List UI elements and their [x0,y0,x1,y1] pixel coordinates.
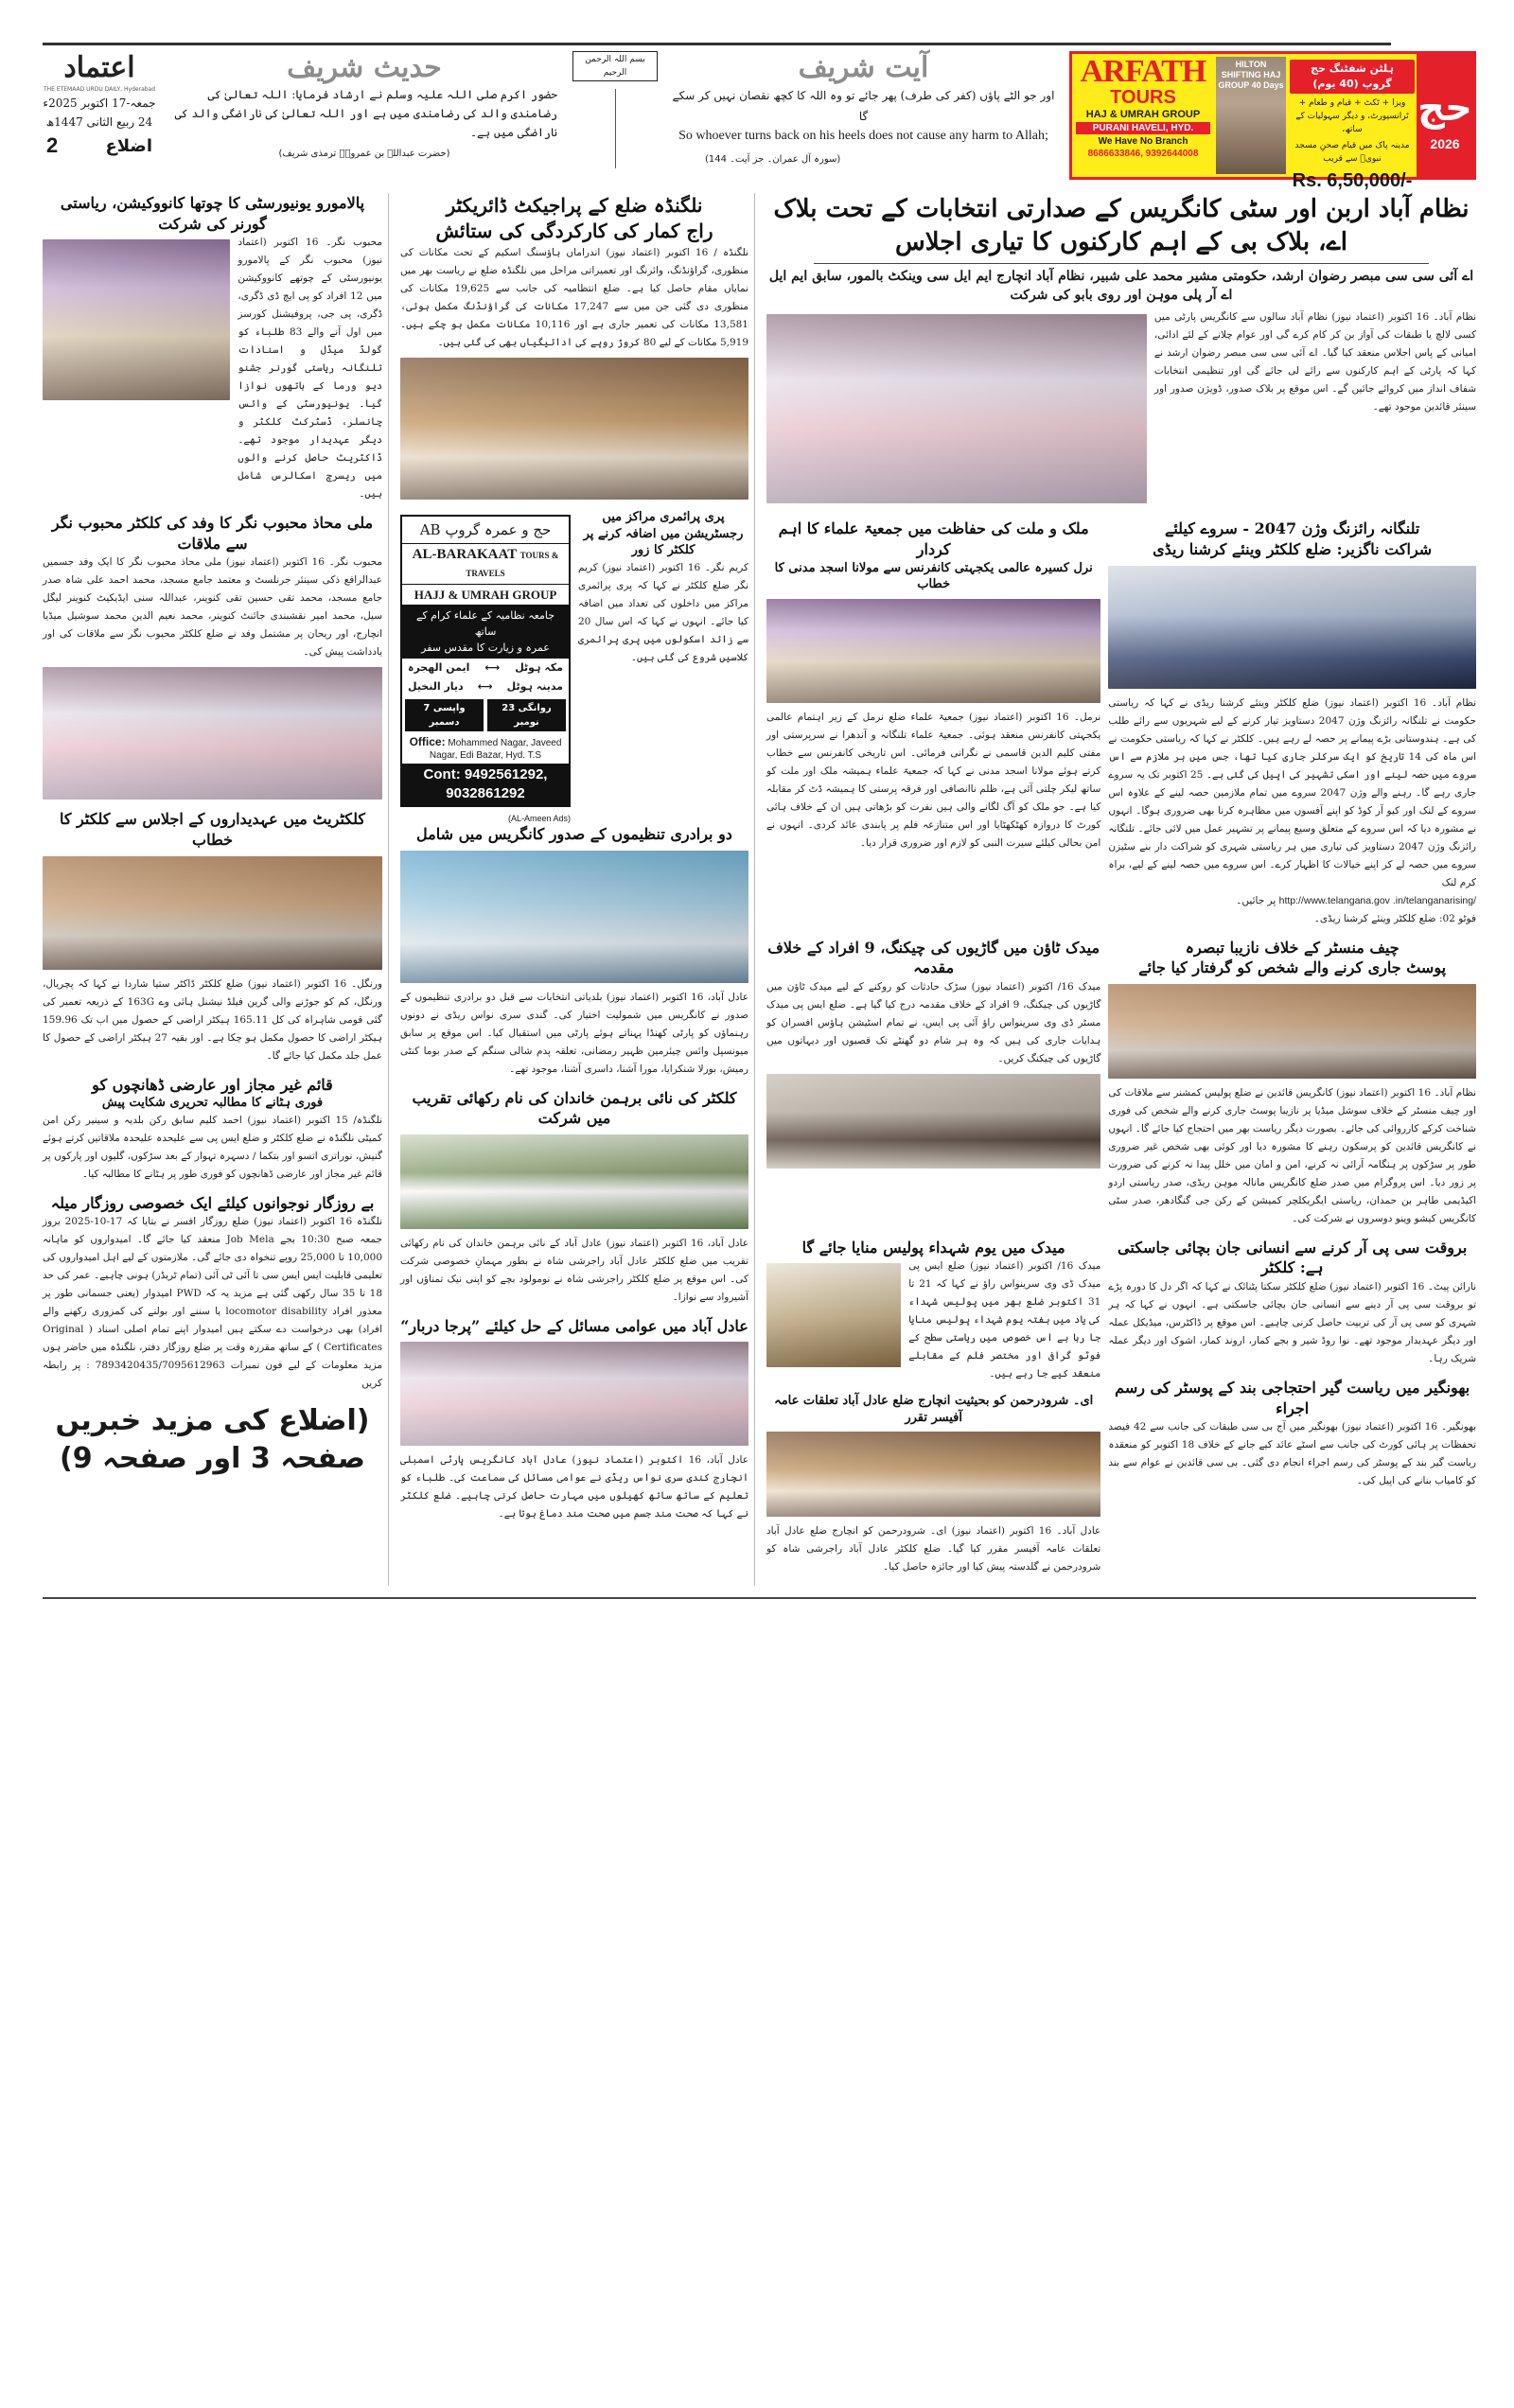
ad-tours: TOURS [1110,87,1176,108]
lead-headline[interactable]: نظام آباد اربن اور سٹی کانگریس کے صدارتی انتخابات کے تحت بلاک اے، بلاک بی کے اہم کارکنوں کا تیاری اجلاس [773,195,1470,257]
story-naming-ceremony [400,1088,748,1307]
return-date: واپسی 7 دسمبر [405,699,484,731]
ad-phones: 8686633846, 9392644008 [1087,149,1199,159]
ad-urdu-title: ہلٹن شفٹنگ حج گروپ (40 یوم) [1290,60,1415,94]
headline[interactable]: میدک میں یوم شہداء پولیس منایا جائے گا [801,1238,1065,1257]
bismillah-calligraphy: بسم اللہ الرحمن الرحیم [572,51,658,81]
headline[interactable]: قائم غیر مجاز اور عارضی ڈھانچوں کو [92,1075,333,1094]
hadith-box [166,51,563,161]
ad-tagline-2: عمرہ و زیارت کا مقدس سفر [421,642,550,654]
story-body: بھونگیر۔ 16 اکتوبر (اعتماد نیوز) بھونگیر میں آج بی سی طبقات کی جانب سے 42 فیصد تحفظات پر ہائی کورٹ کی جانب سے اسٹے عائد کیے جانے کے خلاف 18 اکتوبر کو منعقدہ ریاست گیر بند کے پوسٹر کی رسم اجراء انجام دی گئی۔ بی سی قائدین نے عوام سے بند کو کامیاب بنانے کی اپیل کی۔ [1108,1421,1476,1487]
darbar-photo [400,1342,748,1446]
felicitation-photo [400,358,748,500]
ad-name [402,543,569,585]
memorandum-photo [1108,984,1476,1079]
logo-block [43,51,156,158]
ad-urdu-line-1: ویزا + ٹکٹ + قیام و طعام + ٹرانسپورٹ، و دیگر سہولیات کے ساتھ، [1295,98,1409,134]
ad-name-small: TOURS & TRAVELS [466,551,559,578]
al-barakaat-ad-wrapper [400,509,571,824]
joining-photo [400,851,748,983]
story-body: میدک 16/ اکتوبر (اعتماد نیوز) سڑک حادثات کو روکنے کے لیے میدک ٹاؤن میں گاڑیوں کی چیکنگ، 9 افراد کے خلاف مقدمہ درج کیا گیا ہے۔ ضلع ایس پی میدک مسٹر ڈی وی سرینواس راؤ آئی پی ایس، نے تمام اسٹیشن ہاؤس افسران کو ہدایات جاری کی ہیں کہ وہ ہر شام دو گھنٹے تک قصبوں اور دیہاتوں میں گاڑیوں کی چیکنگ کریں۔ [766,980,1101,1064]
office-label: Office: [409,735,446,748]
ad-and-story-row [400,509,748,824]
depart-date: روانگی 23 نومبر [487,699,566,731]
contact-1[interactable]: Cont: 9492561292, [423,766,548,782]
headline[interactable]: ملی محاذ محبوب نگر کا وفد کی کلکٹر محبوب نگر سے ملاقات [51,514,374,553]
arrow-icon: ⟷ [484,661,501,674]
conference-photo [766,599,1100,703]
story-body: نرمل۔ 16 اکتوبر (اعتماد نیوز) جمعیۃ علماء ضلع نرمل کے زیر اہتمام عالمی یکجہتی کانفرنس منعقد ہوئی۔ جمعیۃ علماء تلنگانہ و آندھرا نے سرپرستی اور مفتی کلیم الدین قاسمی نے نگرانی فرمائی۔ اس تاریخی کانفرنس سے خطاب کرتے ہوئے مولانا اسجد مدنی نے کہا کہ جمعیۃ علماء ہمیشہ ملک اور ملت کو ساتھ لیکر چلتی آئی ہے، ظلم ناانصافی اور فرقہ پرستی کا ہمیشہ ڈٹ کر مقابلہ کیا ہے۔ جو ملک کو آگ لگانے والی ہیں نفرت کو بڑھاتی ہیں ان کے خلاف ہائی کورٹ کا دروازہ کھٹکھٹایا اور اس متنازعہ فلم پر پابندی عائد کردی۔ انہوں نے امن بحالی کیلئے سیرت النبی کو لازم اور ضروری قرار دیا۔ [766,711,1101,849]
hotel-photo: HILTON SHIFTING HAJ GROUP 40 Days [1216,57,1286,174]
ad-urdu-block [1288,54,1417,191]
ad-credit: (AL-Ameen Ads) [507,814,571,823]
story-milli-mahaz [43,513,382,800]
story-body: نظام آباد۔ 16 اکتوبر (اعتماد نیوز) کانگریس قائدین نے ضلع پولیس کمشنر سے ملاقات کی اور چیف منسٹر کے خلاف سوشل میڈیا پر نازیبا پوسٹ جاری کرنے والے شخص کی فوری شناخت کرکے کارروائی کی جائے۔ بصورت دیگر ریاست بھر میں احتجاج کیا جائے گا۔ انہوں نے کانگریس قائدین کو پرسکون رہنے کا مشورہ دیا اور کوئی بھی شخص غیر ضروری طور پر سڑکوں پر ہنگامہ آرائی نہ کرنے، امن و امان میں خلل پیدا نہ کرنے کی ضرورت پر زور دیا۔ اس پروگرام میں صدر ضلع کانگریس مانالہ موہن ریڈی، صدر ریاستی اردو اکیڈیمی طاہر بن حمدان، ریاستی ایگریکلچر کمیشن کے رکن جی گنگادھر، صدر سٹی کانگریس کیشو وینو دوسروں نے شرکت کی۔ [1108,1086,1476,1224]
ayat-reference: (سورہ آل عمران۔ جز آیت۔ 144) [705,154,841,165]
story-pro-appointment [766,1393,1100,1576]
headline[interactable]: عادل آباد میں عوامی مسائل کے حل کیلئے ”پرجا دربار“ [400,1316,748,1335]
bottom-right-col [1108,1238,1476,1587]
hadith-title: حدیث شریف [287,51,442,84]
story-jamiat-ulama [766,519,1100,927]
ad-logo: حج و عمرہ گروپ AB [419,521,552,538]
headline[interactable]: کلکٹریٹ میں عہدیداروں کے اجلاس سے کلکٹر کا خطاب [59,810,366,849]
headline[interactable]: بروقت سی پی آر کرنے سے انسانی جان بچائی جاسکتی ہے: کلکٹر [1118,1238,1468,1277]
story-body: نلگنڈہ / 16 اکتوبر (اعتماد نیوز) اندراماں ہاؤسنگ اسکیم کے تحت مکانات کی منظوری، گراؤنڈنگ، وائرنگ اور تعمیراتی مراحل میں نلگنڈہ ضلع نے ریاست بھر میں نمایاں مقام حاصل کیا ہے۔ ضلع انتظامیہ کی جانب سے 19,625 مکانات کی منظوری دی گئی جن میں سے 17,247 مکانات کی گراؤنڈنگ مکمل ہوئی، 13,581 مکانات کی تعمیر جاری ہے اور 10,116 مکانات مکمل ہو چکے ہیں۔ 5,919 مکانات کے لیے 80 کروڑ روپے کی ادائیگیاں بھی کی گئی ہیں۔ [400,247,748,348]
story-body [1108,694,1476,892]
section-tag [43,133,156,158]
headline[interactable]: بھونگیر میں ریاست گیر احتجاجی بند کے پوسٹر کی رسم اجراء [1115,1378,1470,1417]
headline[interactable]: پری پرائمری مراکز میں رجسٹریشن میں اضافہ کرنے پر کلکٹر کا زور [583,510,744,558]
column-right [766,193,1476,1586]
ayat-box [667,51,1060,167]
collector-photo [1108,566,1476,689]
logo-subtitle: THE ETEMAAD URDU DAILY, Hyderabad [43,86,156,93]
hajj-badge [1417,54,1473,177]
ad-brand: ARFATH [1080,54,1206,89]
hotel-name: ایمن الھجرہ [408,661,470,674]
story-body: عادل آباد، 16 اکتوبر (اعتماد نیوز) عادل آباد کے نائی برہمن خاندان کی نام رکھائی تقریب میں ضلع کلکٹر عادل آباد راجرشی شاہ نے بطور مہمانِ خصوصی شرکت کی۔ اس موقع پر ضلع کلکٹر راجرشی شاہ نے نومولود بچے کو اپنی نیک تمناؤں اور آشیرواد سے نوازا۔ [400,1237,748,1303]
delegation-photo [43,667,382,800]
headline[interactable]: چیف منسٹر کے خلاف نازیبا تبصرہ [1185,938,1400,957]
headline-line-2[interactable]: راج کمار کی کارکردگی کی ستائش [435,220,713,242]
story-body: محبوب نگر۔ 16 اکتوبر (اعتماد نیوز) ملی محاذ محبوب نگر کا ایک وفد جسمیں عبدالرافع ذکی سینئر جرنلسٹ و معتمد جامع مسجد، محمد احمد علی شاہ صدر جامع مسجد، محمد تقی حسین تقی کنوینر، عبداللہ سنی ایڈیکیٹ کنوینر لیگل سیل، محمد امیر نقشبندی جائنٹ کنوینر، محمد نعیم الدین محمد سوشیل میڈیا انچارج، اور ریحان پر مشتمل وفد نے ضلع کلکٹر محبوب نگر سے ملاقات کی اور یادداشت پیش کی۔ [43,556,382,659]
ad-tagline [402,605,569,659]
ad-group: HAJ & UMRAH GROUP [1085,109,1201,120]
story-praja-darbar [400,1316,748,1524]
ayat-urdu: اور جو الٹے پاؤں (کفر کی طرف) پھر جائے تو وہ اللہ کا کچھ نقصان نہیں کر سکے گا [672,89,1055,123]
story-cpr [1108,1238,1476,1368]
story-police-martyrs [766,1238,1100,1384]
survey-link-line [1108,892,1476,910]
vehicle-check-photo [766,1074,1100,1169]
meeting-hall-photo [766,314,1147,503]
ad-no-branch: We Have No Branch [1098,136,1188,147]
hijri-date: 24 ربیع الثانی 1447ھ [45,115,153,129]
hajj-year: 2026 [1430,136,1460,151]
columns [43,193,1476,1586]
contact-2[interactable]: 9032861292 [446,785,525,801]
story-body: عادل آباد۔ 16 اکتوبر (اعتماد نیوز) ای۔ شرودرحمن کو انچارج ضلع عادل آباد تعلقات عامہ آفیسر مقرر کیا گیا۔ ضلع کلکٹر عادل آباد راجرشی شاہ کو شرودرحمن نے گلدستہ پیش کیا اور جائزہ حاصل کیا۔ [766,1525,1101,1573]
photo-caption: فوٹو 02: ضلع کلکٹر وینئے کرشنا ریڈی۔ [1313,912,1476,924]
hajj-glyph: حج [1417,86,1472,130]
hotel-name: دیار النخیل [408,680,464,693]
story-illegal-structures [43,1075,382,1184]
story-telangana-rising [1108,519,1476,927]
link-suffix: پر جائیں۔ [1236,894,1276,906]
subheadline: پوسٹ جاری کرنے والے شخص کو گرفتار کیا جائے [1138,958,1447,977]
masthead [43,45,1476,191]
headline[interactable]: بے روزگار نوجوانوں کیلئے ایک خصوصی روزگار میلہ [50,1193,375,1212]
row-cm-medak [766,938,1476,1238]
story-body: نارائن پیٹ۔ 16 اکتوبر (اعتماد نیوز) ضلع کلکٹر سکتا پٹنائک نے کہا کہ اگر دل کا دورہ پڑے تو بروقت سی پی آر دینے سے انسانی جان بچائی جاسکتی ہے۔ انہوں نے کہا کہ ہر شہری کو سی پی آر کی تربیت حاصل کرنی چاہیے۔ اس موقع پر ڈاکٹرس، میڈیکل عملہ اور دیگر عہدیدار موجود تھے۔ نوا روڈ شیر و بجے کمار، اروند کمار، اشوک اور دیگر عملہ شریک رہا۔ [1108,1280,1476,1364]
ad-urdu-line-2: مدینہ پاک میں قیام صحنِ مسجد نبویؐ سے قریب [1294,141,1410,164]
ad-brand-block [1072,54,1214,177]
sp-photo [766,1263,901,1367]
newspaper-page [43,43,1476,1599]
ad-group: HAJJ & UMRAH GROUP [414,588,557,602]
ayat-english: So whoever turns back on his heels does not cause any harm to Allah; [678,129,1048,143]
story-medak-checking [766,938,1100,1228]
more-district-news[interactable]: (اضلاع کی مزید خبریں صفحہ 3 اور صفحہ 9) [55,1404,370,1476]
gregorian-date: جمعہ-17 اکتوبر 2025ء [43,97,156,110]
row-bottom-right [766,1238,1476,1587]
ceremony-photo [400,1134,748,1229]
al-barakaat-ad[interactable] [400,515,571,807]
hotel-city: مدینہ ہوٹل [506,680,563,693]
headline[interactable]: ملک و ملت کی حفاظت میں جمعیۃ علماء کا اہم کردار [778,519,1089,558]
subheadline: نرل کسیرہ عالمی یکجہتی کانفرنس سے مولانا اسجد مدنی کا خطاب [774,560,1093,592]
convocation-photo [43,239,230,400]
ad-office [402,734,569,764]
story-body: عادل آباد، 16 اکتوبر (اعتماد نیوز) عادل آباد کانگریس پارٹی اسمبلی انچارج کندی سری نواس ریڈی نے عوامی مسائل کی سماعت کی۔ طلباء کو تعلیم کے ساتھ ساتھ کھیلوں میں مہارت حاصل کرنی چاہیے۔ ضلع کلکٹر نے کہا کہ صحت مند جسم میں صحت مند دماغ ہوتا ہے۔ [400,1454,748,1520]
headline[interactable]: کلکٹر کی نائی برہمن خاندان کی نام رکھائی تقریب میں شرکت [412,1088,737,1128]
headline[interactable]: پالامورو یونیورسٹی کا چوتھا کانووکیشن، ریاستی گورنر کی شرکت [60,194,365,233]
ad-hotel-makkah [402,659,569,677]
arrow-icon: ⟷ [477,680,493,693]
story-body: میدک 16/ اکتوبر (اعتماد نیوز) ضلع ایس پی میدک ڈی وی سرینواس راؤ نے کہا کہ 21 تا 31 اکتوبر ضلع بھر میں پولیس شہداء کی یاد میں ہفتہ یوم شہداء پولیس منایا جا رہا ہے اس خصوص میں ریاستی سطح کے فوٹو گرافی اور مختصر فلم کے مقابلے منعقد کیے جا رہے ہیں۔ [908,1260,1101,1380]
story-body: نظام آباد۔ 16 اکتوبر (اعتماد نیوز) نظام آباد سالوں سے کانگریس پارٹی میں کسی لالچ یا طبقات کی آواز بن کر کام کرے گی اور عوام چلانے کے لئے ادائی، امیانی کے پاس اجلاس منعقد کیا گیا۔ اے آئی سی سی مبصر رضوان ارشد نے کہا کہ پارٹی کے اہم کارکنوں سے رائے لی جائے گی اور تنظیمی انتخابات شفاف انداز میں کروائے جائیں گے۔ اس موقع پر بلاک صدور، ڈویژن صدور اور سینئر قائدین موجود تھے۔ [1153,311,1476,413]
ad-dates [402,696,569,734]
column-center-left [400,193,755,1586]
survey-link[interactable]: http://www.telangana.gov .in/telanganarising/ [1278,894,1476,906]
story-body: محبوب نگر۔ 16 اکتوبر (اعتماد نیوز) محبوب نگر کے پالامورو یونیورسٹی کے چوتھے کانووکیشن میں 12 افراد کو پی ایچ ڈی ڈگری، ڈگری، پی جی، پروفیشنل کورسز میں اول آنے والے 83 طلباء کو گولڈ میڈل و اسنادات تلنگانہ ریاستی گورنر جشنو دیو ورما کے ہاتھوں نوازا گیا۔ یونیورسٹی کے وائس چانسلر، ڈسٹرکٹ کلکٹر و دیگر عہدیدار موجود تھے۔ ڈاکٹریٹ حاصل کرنے والوں میں ریسرچ اسکالرس شامل ہیں۔ [238,237,382,501]
story-pre-primary [578,509,748,815]
story-body: کریم نگر۔ 16 اکتوبر (اعتماد نیوز) کریم نگر ضلع کلکٹر نے کہا کہ پری پرائمری مراکز میں داخلوں کی تعداد میں اضافہ کیا جائے۔ انہوں نے کہا کہ اس سال 20 سے زائد اسکولوں میں پری پرائمری کلاسیں شروع کی گئی ہیں۔ [578,561,749,663]
headline[interactable]: دو برادری تنظیموں کے صدور کانگریس میں شامل [416,825,732,843]
ad-name-main: AL-BARAKAAT [412,547,517,562]
ad-price: Rs. 6,50,000/- [1292,170,1413,191]
subheadline: شراکت ناگزیر: ضلع کلکٹر وینئے کرشنا ریڈی [1153,539,1433,558]
ad-tagline-1: جامعہ نظامیہ کے علماء کرام کے ساتھ [416,609,555,638]
subheadline: فوری ہٹانے کا مطالبہ تحریری شکایت پیش [101,1096,324,1111]
office-address: Mohammed Nagar, Javeed Nagar, Edi Bazar, Hyd. T.S [429,738,562,761]
ad-hotel-madinah [402,677,569,696]
story-collectorate-meeting [43,809,382,1064]
story-body: ورنگل۔ 16 اکتوبر (اعتماد نیوز) ضلع کلکٹر ڈاکٹر ستیا شاردا نے کہا کہ پچریال، ورنگل، کم کو جوڑنے والی گرین فیلڈ نیشنل ہائی وے 163G کے ذریعہ تعمیر کی گئی قومی شاہراہ کی کل 165.11 ہیکٹر اراضی کے حصول میں اب تک 159.96 ہیکٹر اراضی کا حصول مکمل ہو چکا ہے۔ اور بقیہ 27 ہیکٹر اراضی کے حصول کا عمل جلد مکمل کیا جائے گا۔ [43,977,382,1062]
story-bhongir-bandh [1108,1378,1476,1490]
headline[interactable]: ای۔ شرودرحمن کو بحیثیت انچارج ضلع عادل آباد تعلقات عامہ آفیسر تقرر [774,1394,1094,1425]
hotel-city: مکہ ہوٹل [515,661,563,674]
story-body: عادل آباد، 16 اکتوبر (اعتماد نیوز) بلدیاتی انتخابات سے قبل دو برادری تنظیموں کے صدور نے کانگریس میں شمولیت اختیار کی۔ گندی سری نواس ریڈی نے دونوں رہنماؤں کو پارٹی کھنڈا پہناتے ہوئے پارٹی میں استقبال کیا۔ اس موقع پر سابق میونسپل وائس چیئرمین ظہیر رمضانی، تعلقہ پدم شالی سنگم کے صدر بوما کنٹی رمیش، بورلا شنکرایا، مورا آشنا، داسری آشنا، موجود تھے۔ [400,991,748,1075]
story-cm-remarks [1108,938,1476,1228]
arfath-tours-ad[interactable] [1069,51,1476,191]
meeting-photo [43,856,382,970]
headline-line-1[interactable]: نلگنڈہ ضلع کے پراجیکٹ ڈائریکٹر [446,194,703,217]
headline-underline [814,263,1429,264]
headline[interactable]: تلنگانہ رائزنگ وژن 2047 - سروے کیلئے [1164,519,1420,538]
divider [615,89,616,168]
story-body: نلگنڈہ/ 15 اکتوبر (اعتماد نیوز) احمد کلیم سابق رکن بلدیہ و سینیر رکن امن کمیٹی نلگنڈہ نے ضلع کلکٹر و ضلع ایس پی سے علیحدہ علیحدہ ملاقاتیں کرتے ہوئے گنیش، نوراتری اتسو اور بتکما / دسہرہ تہوار کے بعد سڑکوں، گلیوں اور پارکوں پر قائم غیر مجاز اور عارضی ڈھانچوں کو فوری طور پر ہٹانے کا مطالبہ کیا۔ [43,1114,382,1180]
headline[interactable]: میدک ٹاؤن میں گاڑیوں کی چیکنگ، 9 افراد کے خلاف مقدمہ [767,938,1100,977]
section-name: اضلاع [105,135,152,156]
appointment-photo [766,1432,1100,1517]
story-job-mela [43,1193,382,1394]
bismillah-column [572,51,658,168]
bottom-rule [43,1597,1476,1599]
newspaper-logo[interactable]: اعتماد [63,51,135,84]
story-congress-joining [400,824,748,1079]
story-nizamabad-congress [766,193,1476,509]
story-project-director [400,193,748,500]
ayat-title: آیت شریف [798,51,929,84]
row-jamiat-telangana [766,519,1476,937]
page-number: 2 [46,133,59,157]
story-palamuru-convocation [43,193,382,503]
ad-contact [402,764,569,805]
bottom-mid-col [766,1238,1100,1587]
hadith-text: حضور اکرم صلی اللہ علیہ وسلم نے ارشاد فرمایا: اللہ تعالیٰ کی رضامندی والد کی رضامندی میں ہے اور اللہ تعالیٰ کی ناراضگی والد کی ناراضگی میں ہے۔ [174,88,557,139]
ad-address: PURANI HAVELI, HYD. [1076,122,1210,134]
lead-subheadline: اے آئی سی سی مبصر رضوان ارشد، حکومتی مشیر محمد علی شبیر، نظام آباد انچارج ایم ایل سی وینکٹ بالمور، سابق ایم ایل اے آر پلی موہن اور روی بابو کی شرکت [768,269,1474,303]
hadith-reference: (حضرت عبداللہ بن عمروؓ۔ ترمذی شریف) [278,149,450,159]
story-text: نظام آباد۔ 16 اکتوبر (اعتماد نیوز) ضلع کلکٹر وینئے کرشنا ریڈی نے کہا کہ ریاستی حکومت نے تلنگانہ رائزنگ وژن 2047 دستاویز تیار کرنے کے لیے شہریوں سے رائے طلب کی ہے۔ ہندوستانی بڑے پیمانے پر حصہ لے رہے ہیں۔ کلکٹر نے کہا کہ ریاستی حکومت نے اس ماہ کی 14 تاریخ کو ایک سرکلر جاری کیا تھا، جس میں ہر ملازم سے اس سروے میں حصہ لینے اور اسکی تشہیر کی اپیل کی گئی ہے۔ 25 اکتوبر تک یہ سروے جاری رہے گا۔ رہنے والے وژن 2047 سروے میں تمام ملازمین حصہ لینے کے علاوہ اس سروے کے لنک اور کیو آر کوڈ کو اپنے آفسوں میں مظاہرہ کرنا بھی ضروری ہوگا۔ انہوں نے مشورہ دیا کہ اس سروے کے متعلق وسیع پیمانے پر تشہیر عمل میں لائی جائے۔ تلنگانہ رائزنگ وژن 2047 دستاویز کی تیاری میں ہر ریاستی شہری کو شراکت دار بنے سٹیزن سروے میں حصہ لے کر اپنے خیالات کا اظہار کرے۔ اس سروے میں حصہ لینے کے لیے، براہ کرم لنک [1108,696,1477,888]
story-body: نلگنڈہ 16 اکتوبر (اعتماد نیوز) ضلع روزگار افسر نے بتایا کہ 17-10-2025 بروز جمعہ صبح 10:30 بجے Job Mela منعقد کیا جائے گا۔ امیدواروں کو ماہانہ 10,000 تا 25,000 روپے تنخواہ دی جائے گی۔ ملازمتوں کے لیے اہل امیدواروں کی تعلیمی قابلیت ایس ایس سی تا آئی ٹی آئی (تمام ٹریڈز) ہونی چاہیے۔ عمر کی حد 18 تا 35 سال رکھی گئی ہے مزید یہ کہ PWD امیدوار (یعنی جسمانی طور پر معذور افراد locomotor disability یا سننے اور بولنے کی کمزوری رکھنے والے افراد) بھی درخواست دے سکتے ہیں امیدوار اپنے تمام اصلی اسناد ( Original Certificates ) کے ساتھ مقررہ وقت پر ضلع روزگار دفتر، نلگنڈہ میں حاضر ہوں مزید معلومات کے لیے فون نمبرات 7893420435/7095612963 : پر رابطہ کریں [43,1216,383,1390]
column-left [43,193,389,1586]
